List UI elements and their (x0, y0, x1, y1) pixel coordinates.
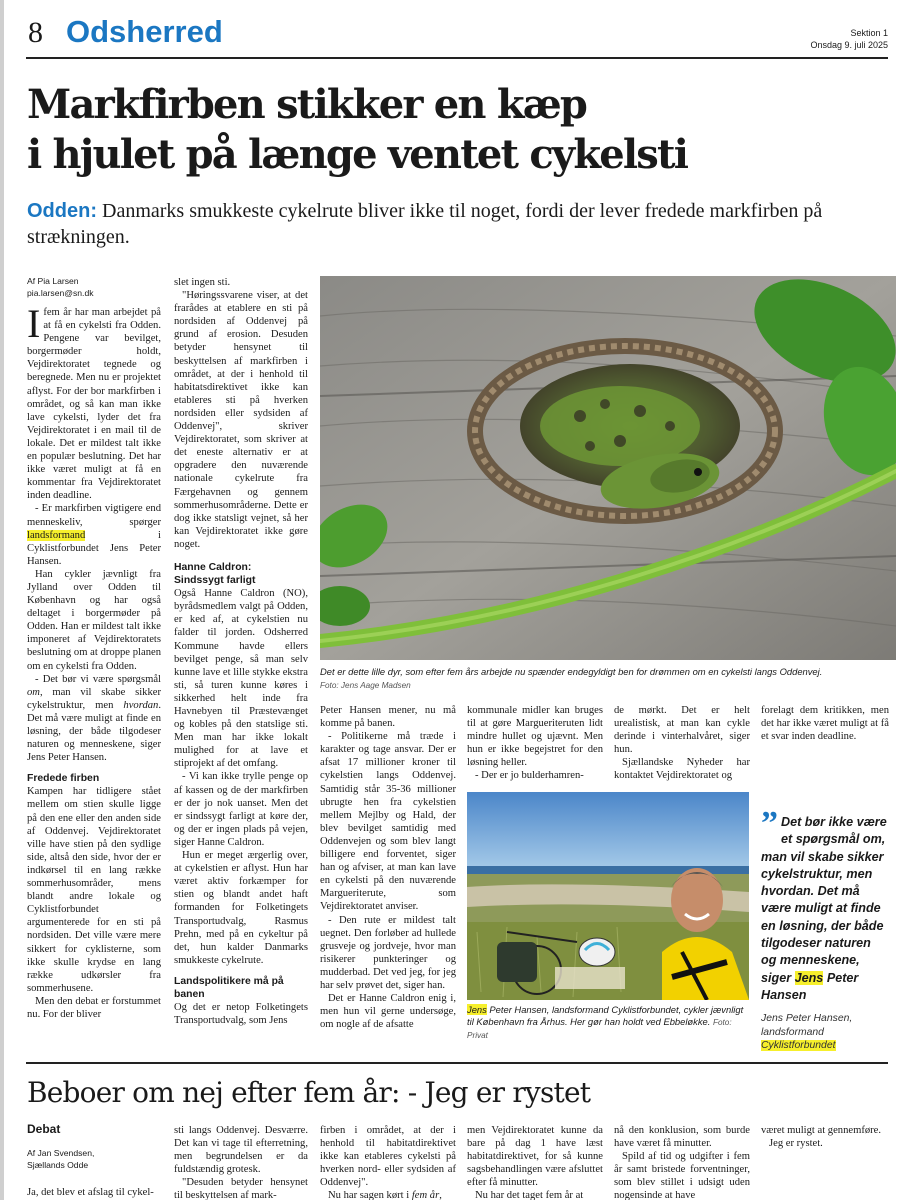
paragraph: været muligt at gennemføre. (761, 1125, 882, 1136)
debate-headline: Beboer om nej efter fem år: - Jeg er rystet (27, 1076, 591, 1109)
debate-column-4 (467, 1124, 603, 1200)
paragraph: Spild af tid og udgifter i fem år samt bristede forventninger, som blev stillet i udsigt uden nogensinde at have (614, 1151, 750, 1200)
headline (27, 80, 687, 180)
paragraph: - Den rute er mildest talt uegnet. Den forløber ad hullede grusveje og jordveje, hvor man risikerer punkteringer og mudderbad. Det ved jeg, for jeg har selv prøvet det, siger han. (320, 914, 456, 991)
paragraph: Hun er meget ærgerlig over, at cykelstien er aflyst. Hun har været aktiv forkæmper for stien og blandt andet haft formanden for Folketingets Transportudvalg, Rasmus Prehn, med på en cykeltur på det, hun kalder Danmarks smukkeste cykelrute. (174, 850, 308, 966)
issue-date: Onsdag 9. juli 2025 (810, 40, 888, 50)
pull-quote-attribution: Jens Peter Hansen, landsformand Cyklistforbundet (761, 1013, 853, 1052)
article-column-2 (174, 276, 308, 1027)
subheading: Hanne Caldron: Sindssygt farligt (174, 561, 256, 587)
paragraph: - Er markfirben vigtigere end menneskeliv, spørger landsformand i Cyklistforbundet Jens Peter Hansen. (27, 503, 161, 567)
paragraph: Peter Hansen mener, nu må komme på banen. (320, 705, 456, 730)
paragraph: slet ingen sti. (174, 277, 231, 288)
photo-caption-cyclist: Jens Peter Hansen, landsformand Cyklistforbundet, cykler jævnligt til København fra Århus. Her gør han holdt ved Ebbeløkke. Foto: Privat (467, 1004, 744, 1040)
headline-line-2: i hjulet på længe ventet cykelsti (27, 131, 688, 178)
article-column-1 (27, 301, 161, 1021)
paragraph: "Høringssvarene viser, at det frarådes at etablere en sti på nordsiden af Oddenvej på grund af erosion. Desuden betyder hensynet til beskyttelsen af markfirben i området, at der i henhold til habitatsdirektivet ikke kan etableres sti på hverken nordsiden eller sydsiden af Oddenvej", skriver Vejdirektoratet, som skriver at det eneste alternativ er at opgradere den nuværende nationale cykelrute fra Færgehavnen og gennem sommerhusområderne. Dette er dog ikke statsligt vejnet, så her kan Vejdirektoratet ikke gøre noget. (174, 290, 308, 550)
quote-mark-icon: ” (761, 805, 778, 842)
paragraph: Nu har sagen kørt i fem år, (328, 1190, 442, 1200)
paragraph: Men den debat er forstummet nu. For der bliver (27, 995, 161, 1020)
pull-quote (761, 805, 889, 1053)
byline-author: Af Pia Larsen (27, 276, 79, 286)
debate-column-6 (761, 1124, 889, 1150)
paragraph: de mørkt. Det er helt urealistisk, at man kan cykle derinde i vinterhalvåret, siger hun. (614, 705, 750, 756)
pull-quote-text: Det bør ikke være et spørgsmål om, man vil skabe sikker cykelstruktur, men hvordan. Det må være muligt at finde en løsning, der både tilgodeser naturen og menneskene, siger Jens Peter Hansen (761, 815, 887, 1002)
debate-column-3 (320, 1124, 456, 1200)
cyclist-photo (467, 792, 749, 1000)
paragraph: Han cykler jævnligt fra Jylland over Odden til København og har også deltaget i borgermøder på Odden. Han er mildest talt ikke imponeret af Vejdirektoratets beslutning om at droppe planen om en cykelsti fra Odden. (27, 568, 161, 672)
paragraph: - Det bør vi være spørgsmål om, man vil skabe sikker cykelstruktur, men hvordan. Det må være muligt at finde en løsning, der både tilgodeser naturen og menneskene, siger Jens Peter Hansen. (27, 673, 161, 764)
lead-text: Danmarks smukkeste cykelrute bliver ikke til noget, fordi der lever fredede markfirben på strækningen. (27, 200, 823, 248)
lizard-photo (320, 276, 896, 660)
paragraph: - Der er jo bulderhamren- (475, 770, 584, 782)
drop-cap: I (27, 301, 41, 346)
lead (27, 198, 887, 250)
article-column-6 (761, 704, 889, 743)
paragraph: Også Hanne Caldron (NO), byrådsmedlem valgt på Odden, er ked af, at cykelstien nu falder til jorden. Odsherred Kommune havde ellers bevilget penge, så man selv kunne lave et lille stykke ekstra sti, så turen kunne køres i sikkerhed helt inde fra Havnebyen til Præstevænget og kobles på den statslige sti. Men man har ikke lokalt mulighed for at lave et stiprojekt af det omfang. (174, 588, 308, 770)
photo-credit-lizard: Foto: Jens Aage Madsen (320, 681, 411, 690)
photo-credit-cyclist: Foto: Privat (467, 1018, 732, 1040)
paragraph: Sjællandske Nyheder har kontaktet Vejdirektoratet og (614, 757, 750, 782)
debate-location: Sjællands Odde (27, 1160, 89, 1170)
paragraph: forelagt dem kritikken, men det har ikke været muligt at få et svar inden deadline. (761, 705, 889, 743)
byline-email[interactable]: pia.larsen@sn.dk (27, 288, 94, 298)
page-edge (0, 0, 4, 1200)
section-name: Odsherred (66, 14, 223, 49)
paragraph: nå den konklusion, som burde have været få minutter. (614, 1125, 750, 1150)
paragraph: Jeg er rystet. (769, 1138, 823, 1150)
paragraph: sti langs Oddenvej. Desværre. Det kan vi tage til efterretning, men begrundelsen er da fuldstændig grotesk. (174, 1125, 308, 1176)
cyclist-illustration (467, 792, 749, 1000)
header-rule (26, 57, 888, 59)
paragraph: Og det er netop Folketingets Transportudvalg, som Jens (174, 1002, 308, 1027)
paragraph: men Vejdirektoratet kunne da bare på dag 1 have læst habitatdirektivet, for så kunne sagsbehandlingen være afsluttet efter få minutter. (467, 1125, 603, 1189)
paragraph: Kampen har tidligere stået mellem om stien skulle ligge på den ene eller den anden side af Oddenvej. Vejdirektoratet ville have stien på den sydlige side, altså den side, hvor der er indkørsel til en lang række sommerhusområder, mens blandt andre lokale og Cyklistforbundet argumenterede for en sti på nordsiden. Det ville være mere sikkert for cyklisterne, som ikke skulle krydse en lang række udkørsler fra sommerhusene. (27, 786, 161, 994)
paragraph: Nu har det taget fem år at (475, 1190, 584, 1200)
paragraph: - Vi kan ikke trylle penge op af kassen og de der markfirben er der jo nok uanset. Men det er sindssygt farligt at køre der, og der er ingen plads på vejen, siger Hanne Caldron. (174, 771, 308, 848)
article-column-5 (614, 704, 750, 783)
paragraph: Det er Hanne Caldron enig i, men hun vil gerne undersøge, om nogle af de afsatte (320, 993, 456, 1031)
debate-label: Debat (27, 1122, 61, 1136)
debate-column-5 (614, 1124, 750, 1200)
debate-column-1: Ja, det blev et afslag til cykel- (27, 1187, 154, 1198)
section-divider (26, 1062, 888, 1064)
paragraph: fem år har man arbejdet på at få en cykelsti fra Odden. Pengene var bevilget, borgermøder holdt, Vejdirektoratet tegnede og beregnede. Men nu er projektet aflyst. For der bor markfirben i området, og så kan man ikke lave cykelsti, lyder det fra Vejdirektoratet i en mail til de lokale. Det er mildest talt ikke en populær beslutning. Det har ikke været muligt at få en kommentar fra Vejdirektoratet inden deadline. (27, 307, 161, 502)
section-label: Sektion 1 (850, 28, 888, 38)
highlighted-word: Cyklistforbundet (761, 1040, 836, 1052)
subheading: Landspolitikere må på banen (174, 975, 284, 1000)
paragraph: - Politikerne må træde i karakter og tage ansvar. Der er afsat 17 millioner kroner til cykelstien langs Oddenvej. Samtidig står 35-36 millioner ubrugte hen fra cykelstien mellem Mejlby og Hald, der blev bevilget samtidig med Oddenvejen og som blev langt billigere end forventet, siger han og afviser, at man kan lave en cykelsti på den nuværende Margueriterute, som Vejdirektoratet anviser. (320, 731, 456, 913)
debate-column-2 (174, 1124, 308, 1200)
article-column-4 (467, 704, 603, 783)
lizard-illustration (320, 276, 896, 660)
highlighted-word: Jens (467, 1004, 487, 1015)
paragraph: kommunale midler kan bruges til at gøre Margueriteruten lidt mindre hullet og ujævnt. Men hun er ikke begejstret for den løsning heller. (467, 705, 603, 769)
subheading: Fredede firben (27, 773, 100, 785)
kicker: Odden: (27, 200, 97, 222)
headline-line-1: Markfirben stikker en kæp (27, 81, 587, 128)
article-column-3 (320, 704, 456, 1031)
photo-caption-lizard: Det er dette lille dyr, som efter fem års arbejde nu spænder endegyldigt ben for drømmen om en cykelsti langs Oddenvej. (320, 666, 823, 677)
debate-author: Af Jan Svendsen, (27, 1148, 95, 1158)
paragraph: firben i området, at der i henhold til habitatdirektivet ikke kan etableres cykelsti på hverken nord- eller sydsiden af Oddenvej". (320, 1125, 456, 1189)
paragraph: "Desuden betyder hensynet til beskyttelsen af mark- (174, 1177, 308, 1200)
page-number: 8 (28, 16, 43, 49)
highlighted-word: landsformand (27, 529, 86, 541)
